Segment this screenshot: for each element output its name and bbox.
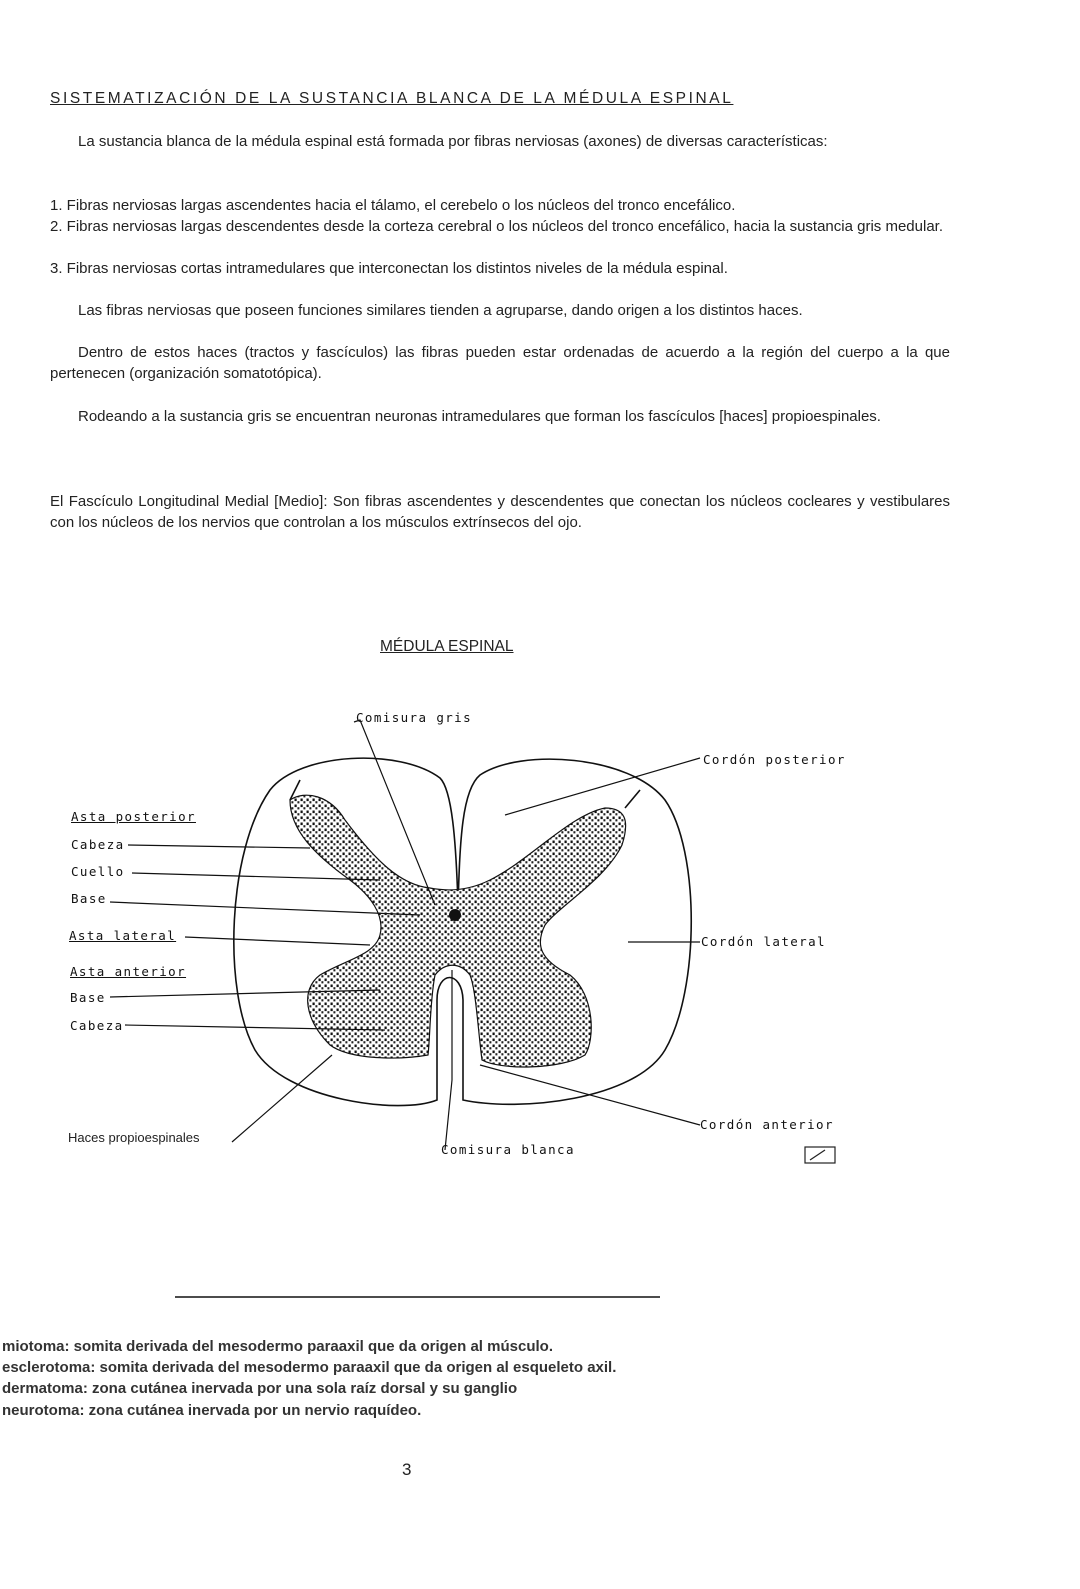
label-cordon-lateral: Cordón lateral xyxy=(701,934,826,949)
label-asta-anterior: Asta anterior xyxy=(70,964,187,979)
list-item: 3. Fibras nerviosas cortas intramedulares que interconectan los distintos niveles de la médula espinal. xyxy=(50,260,728,277)
paragraph: Dentro de estos haces (tractos y fascículos) las fibras pueden estar ordenadas de acuerdo a la región del cuerpo a la que pertenecen (organización somatotópica). xyxy=(50,344,950,382)
paragraph-fasciculo: El Fascículo Longitudinal Medial [Medio]: Son fibras ascendentes y descendentes que conectan los núcleos cocleares y vestibulares con los núcleos de los nervios que controlan a los músculos extrínsecos del ojo. xyxy=(50,493,950,531)
label-base-posterior: Base xyxy=(71,891,107,906)
label-asta-lateral: Asta lateral xyxy=(69,928,177,943)
diagram-title: MÉDULA ESPINAL xyxy=(380,638,514,655)
footnote-dermatoma: dermatoma: zona cutánea inervada por una sola raíz dorsal y su ganglio xyxy=(2,1380,518,1397)
label-cabeza-posterior: Cabeza xyxy=(71,837,125,852)
intro-paragraph: La sustancia blanca de la médula espinal está formada por fibras nerviosas (axones) de diversas características: xyxy=(78,133,828,150)
label-comisura-gris: Comisura gris xyxy=(356,710,473,725)
label-base-anterior: Base xyxy=(70,990,106,1005)
label-cuello: Cuello xyxy=(71,864,125,879)
list-item: 2. Fibras nerviosas largas descendentes desde la corteza cerebral o los núcleos del tronco encefálico, hacia la sustancia gris medular. xyxy=(50,218,943,235)
footnote-miotoma: miotoma: somita derivada del mesodermo paraaxil que da origen al músculo. xyxy=(2,1338,553,1355)
label-cabeza-anterior: Cabeza xyxy=(70,1018,124,1033)
paragraph: Rodeando a la sustancia gris se encuentran neuronas intramedulares que forman los fascículos [haces] propioespinales. xyxy=(78,408,881,425)
page-number: 3 xyxy=(402,1460,412,1479)
footnote-esclerotoma: esclerotoma: somita derivada del mesodermo paraaxil que da origen al esqueleto axil. xyxy=(2,1359,617,1376)
paragraph: Las fibras nerviosas que poseen funciones similares tienden a agruparse, dando origen a los distintos haces. xyxy=(78,302,803,319)
page-title: SISTEMATIZACIÓN DE LA SUSTANCIA BLANCA DE LA MÉDULA ESPINAL xyxy=(50,90,734,107)
grey-matter xyxy=(290,795,626,1067)
label-cordon-anterior: Cordón anterior xyxy=(700,1117,834,1132)
label-asta-posterior: Asta posterior xyxy=(71,809,196,824)
central-canal xyxy=(449,909,461,921)
signature-logo xyxy=(805,1147,835,1163)
list-item: 1. Fibras nerviosas largas ascendentes hacia el tálamo, el cerebelo o los núcleos del tronco encefálico. xyxy=(50,197,736,214)
label-comisura-blanca: Comisura blanca xyxy=(441,1142,575,1157)
label-cordon-posterior: Cordón posterior xyxy=(703,752,846,767)
footnote-neurotoma: neurotoma: zona cutánea inervada por un nervio raquídeo. xyxy=(2,1402,422,1419)
label-haces-propioespinales: Haces propioespinales xyxy=(68,1130,200,1145)
